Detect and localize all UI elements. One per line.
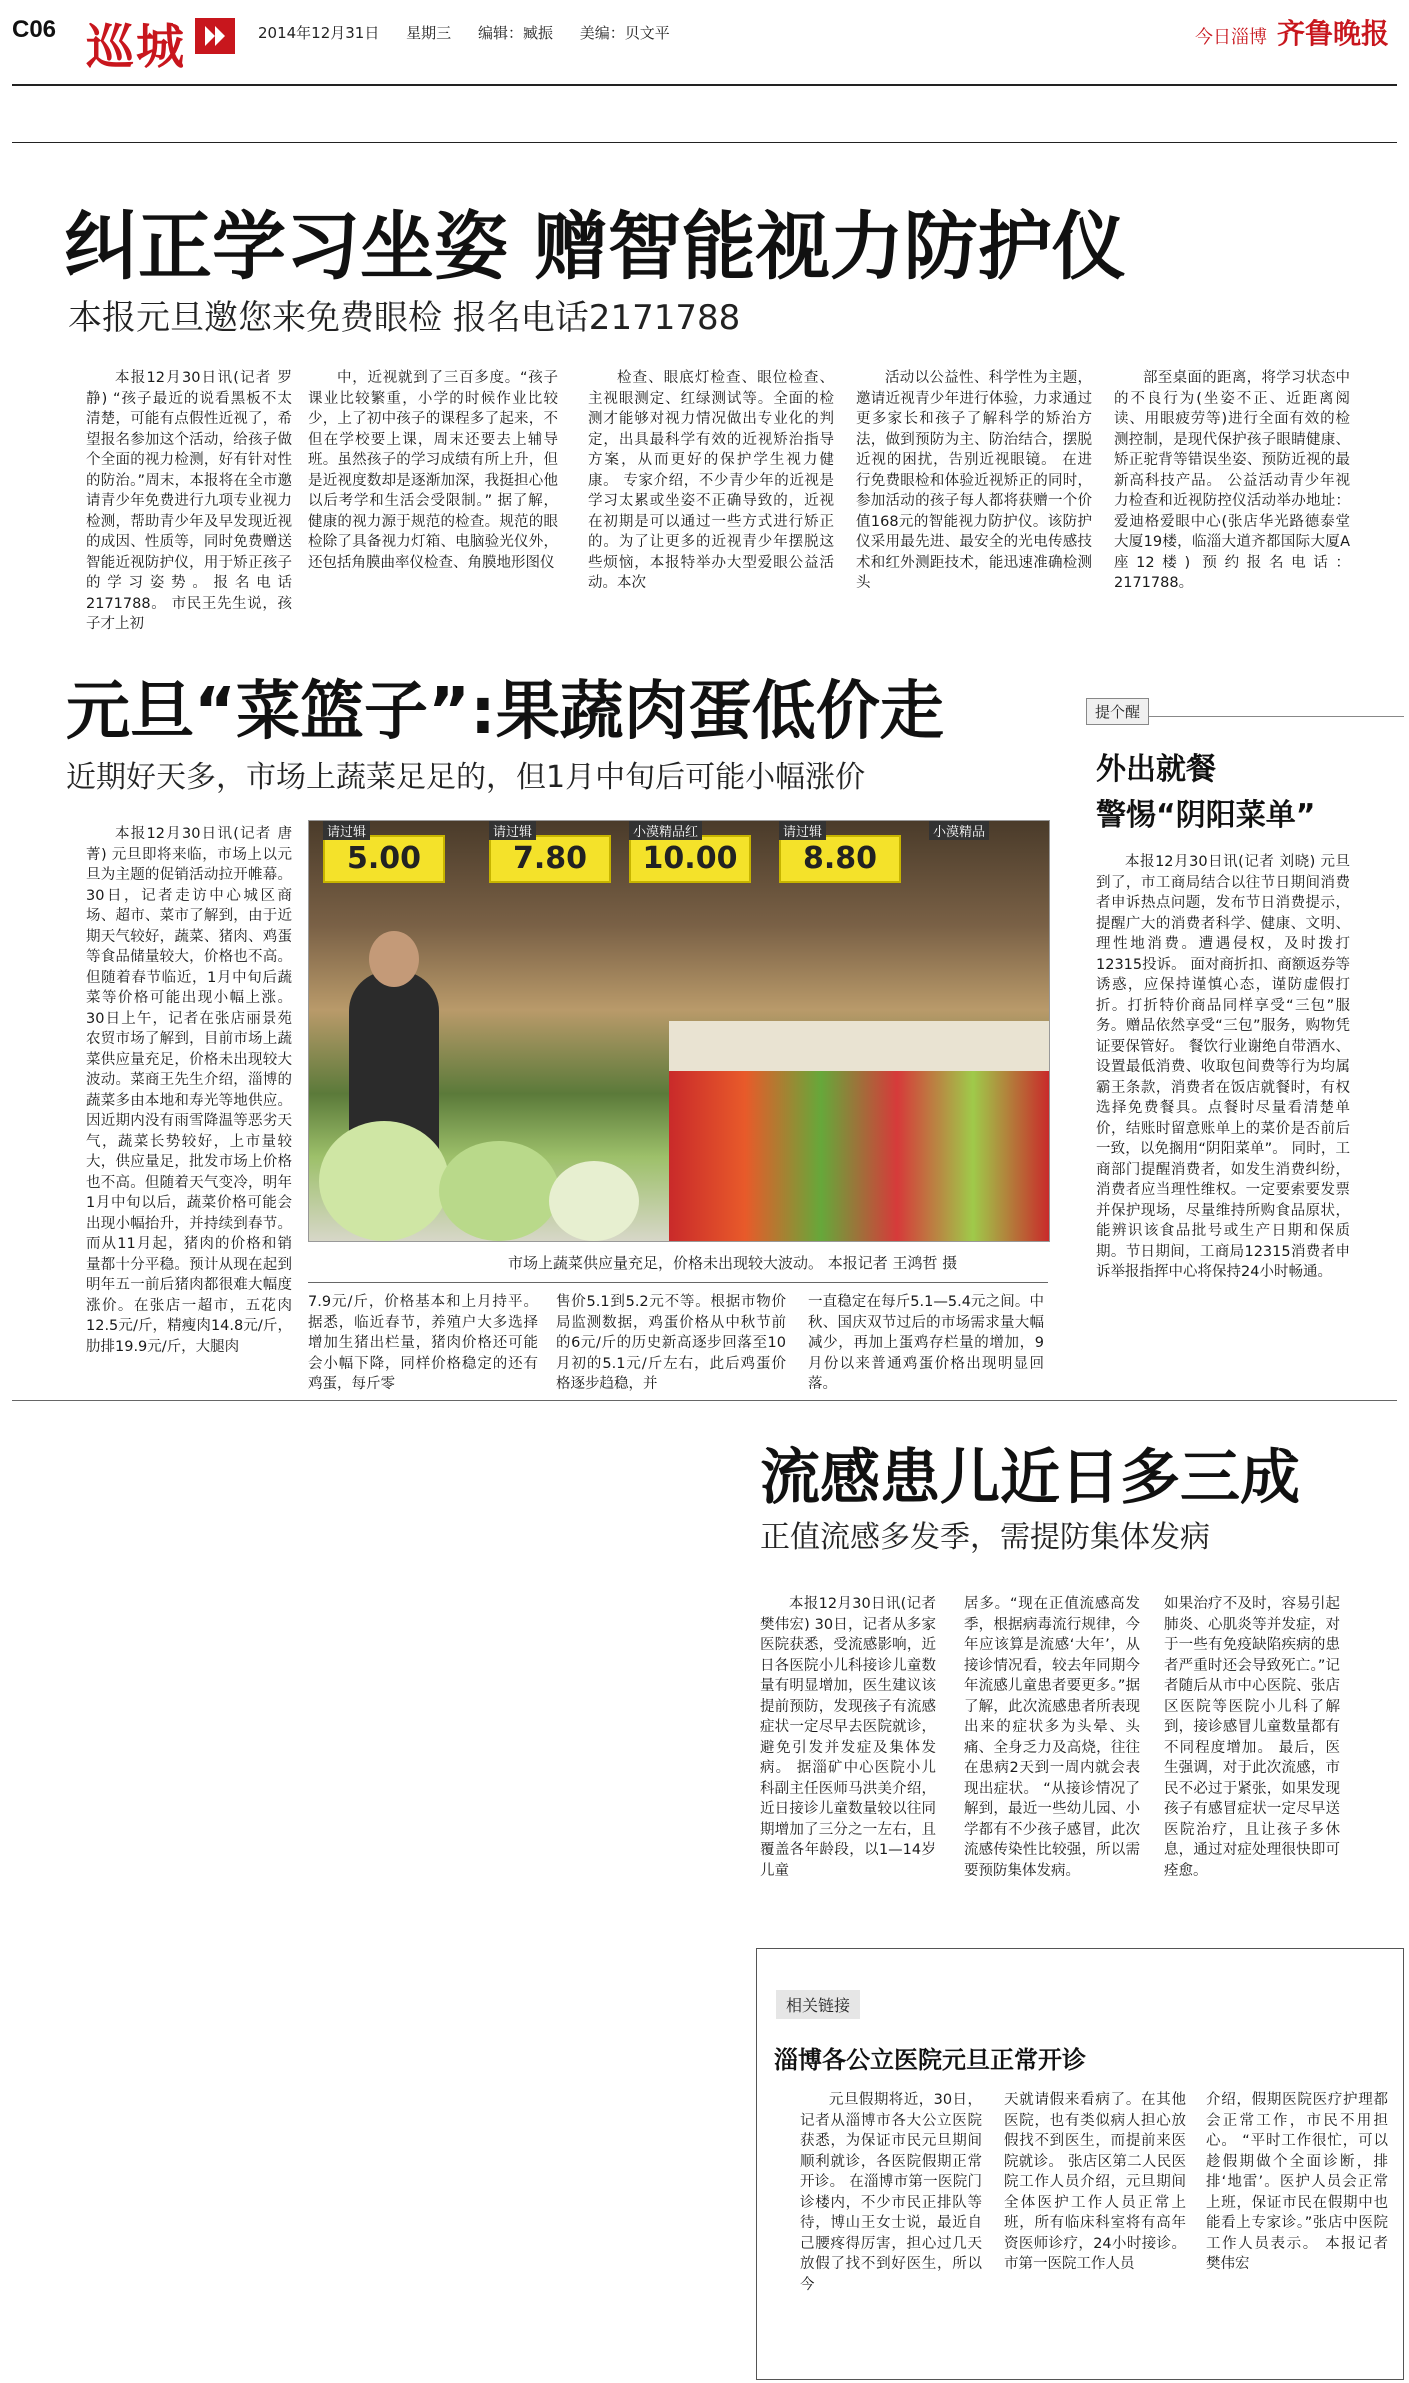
- related-col3-text: 介绍，假期医院医疗护理都会正常工作，市民不用担心。 “平时工作很忙，可以趁假期做个全面诊断，排排‘地雷’。医护人员会正常上班，保证市民在假期中也能看上专家诊。”张店中医院工作人员表示。 本报记者 樊伟宏: [1206, 2092, 1388, 2272]
- price-sign-value: 7.80: [512, 841, 588, 876]
- article1-col5-text: 部至桌面的距离，将学习状态中的不良行为(坐姿不正、近距离阅读、用眼疲劳等)进行全面有效的检测控制，是现代保护孩子眼睛健康、矫正驼背等错误坐姿、预防近视的最新高科技产品。 公益活动青少年视力检查和近视防控仪活动举办地址：爱迪格爱眼中心(张店华光路德泰堂大厦19楼，临淄大道齐都国际大厦A座12楼) 预约报名电话：2171788。: [1114, 370, 1350, 591]
- brand-logo: 齐鲁晚报: [1276, 17, 1389, 50]
- article1-subtitle: 本报元旦邀您来免费眼检 报名电话2171788: [68, 298, 741, 338]
- price-sign-value: 5.00: [346, 841, 422, 876]
- article1-column-2: [308, 368, 558, 586]
- shelf-label: 小漠精品红: [629, 821, 702, 840]
- section-arrow-icon: [195, 18, 235, 54]
- price-sign: [779, 835, 901, 883]
- shelf-label: 请过辑: [779, 821, 826, 840]
- article2-column-1: [86, 824, 292, 1372]
- price-sign: [629, 835, 751, 883]
- page-number: C06: [12, 16, 57, 43]
- article3-title: 流感患儿近日多三成: [760, 1443, 1300, 1513]
- photo-caption: 市场上蔬菜供应量充足，价格未出现较大波动。 本报记者 王鸿哲 摄: [508, 1254, 958, 1272]
- article2-col1-text: 本报12月30日讯(记者 唐菁) 元旦即将来临，市场上以元旦为主题的促销活动拉开帷幕。30日，记者走访中心城区商场、超市、菜市了解到，由于近期天气较好，蔬菜、猪肉、鸡蛋等食品储量较大，价格也不高。但随着春节临近，1月中旬后蔬菜等价格可能出现小幅上涨。 30日上午，记者在张店丽景苑农贸市场了解到，目前市场上蔬菜供应量充足，价格未出现较大波动。菜商王先生介绍，淄博的蔬菜多由本地和寿光等地供应。因近期内没有雨雪降温等恶劣天气，蔬菜长势较好，上市量较大，供应量足，批发市场上价格也不高。但随着天气变冷，明年1月中旬以后，蔬菜价格可能会出现小幅抬升，并持续到春节。 而从11月起，猪肉的价格和销量都十分平稳。预计从现在起到明年五一前后猪肉都很难大幅度涨价。在张店一超市，五花肉12.5元/斤，精瘦肉14.8元/斤，肋排19.9元/斤，大腿肉: [86, 826, 292, 1355]
- paper-brand: [1195, 12, 1389, 52]
- article1-col4-text: 活动以公益性、科学性为主题，邀请近视青少年进行体验，力求通过更多家长和孩子了解科学的矫治方法，做到预防为主、防治结合，摆脱近视的困扰，告别近视眼镜。 在进行免费眼检和体验近视矫正的同时，参加活动的孩子每人都将获赠一个价值168元的智能视力防护仪。该防护仪采用最先进、最安全的光电传感技术和红外测距技术，能迅速准确检测头: [856, 370, 1092, 591]
- header-rule-thin: [12, 142, 1397, 143]
- art-editor-credit: 美编：贝文平: [579, 24, 670, 42]
- related-col1-text: 元旦假期将近，30日，记者从淄博市各大公立医院获悉，为保证市民元旦期间顺利就诊，各医院假期正常开诊。 在淄博市第一医院门诊楼内，不少市民正排队等待，博山王女士说，最近自己腰疼得厉害，担心过几天放假了找不到好医生，所以今: [800, 2092, 982, 2293]
- article2-col2-text: 7.9元/斤，价格基本和上月持平。据悉，临近春节，养殖户大多选择增加生猪出栏量，猪肉价格还可能会小幅下降，同样价格稳定的还有鸡蛋，每斤零: [308, 1294, 538, 1392]
- article2-subtitle: 近期好天多，市场上蔬菜足足的，但1月中旬后可能小幅涨价: [66, 760, 866, 795]
- article2-col4-text: 一直稳定在每斤5.1—5.4元之间。中秋、国庆双节过后的市场需求量大幅减少，再加上蛋鸡存栏量的增加，9月份以来普通鸡蛋价格出现明显回落。: [808, 1294, 1044, 1392]
- cabbage: [319, 1121, 449, 1241]
- cauliflower: [549, 1161, 639, 1241]
- shelf-label: 小漠精品: [929, 821, 989, 840]
- article1-column-5: [1114, 368, 1350, 591]
- produce-display: [669, 1071, 1049, 1241]
- price-sign: [489, 835, 611, 883]
- article1-col2-text: 中，近视就到了三百多度。“孩子课业比较繁重，小学的时候作业比较少，上了初中孩子的课程多了起来，不但在学校要上课，周末还要去上辅导班。虽然孩子的学习成绩有所上升，但是近视度数却是逐渐加深，我挺担心他以后考学和生活会受限制。” 据了解，健康的视力源于规范的检查。规范的眼检除了具备视力灯箱、电脑验光仪外，还包括角膜曲率仪检查、角膜地形图仪: [308, 370, 558, 571]
- article3-column-3: [1164, 1594, 1340, 1914]
- article3-subtitle: 正值流感多发季，需提防集体发病: [760, 1520, 1210, 1555]
- issue-info: [258, 22, 692, 43]
- side-title-line2: 警惕“阴阳菜单”: [1096, 798, 1316, 833]
- related-col2-text: 天就请假来看病了。在其他医院，也有类似病人担心放假找不到医生，而提前来医院就诊。 张店区第二人民医院工作人员介绍，元旦期间全体医护工作人员正常上班，所有临床科室将有高年资医师诊疗，24小时接诊。市第一医院工作人员: [1004, 2092, 1186, 2272]
- article2-title: 元旦“菜篮子”:果蔬肉蛋低价走: [66, 675, 944, 749]
- related-tag: 相关链接: [776, 1990, 860, 2019]
- article3-col3-text: 如果治疗不及时，容易引起肺炎、心肌炎等并发症，对于一些有免疫缺陷疾病的患者严重时还会导致死亡。”记者随后从市中心医院、张店区医院等医院小儿科了解到，接诊感冒儿童数量都有不同程度增加。 最后，医生强调，对于此次流感，市民不必过于紧张，如果发现孩子有感冒症状一定尽早送医院治疗，且让孩子多休息，通过对症处理很快即可痊愈。: [1164, 1596, 1340, 1879]
- article1-col1-text: 本报12月30日讯(记者 罗静) “孩子最近的说看黑板不太清楚，可能有点假性近视了，希望报名参加这个活动，给孩子做个全面的视力检测，好有针对性的防治。”周末，本报将在全市邀请青少年免费进行九项专业视力检测，帮助青少年及早发现近视的成因、性质等，同时免费赠送智能近视防护仪，用于矫正孩子的学习姿势。报名电话2171788。 市民王先生说，孩子才上初: [86, 370, 292, 632]
- side-title-line1: 外出就餐: [1096, 752, 1216, 787]
- article2-col3-text: 售价5.1到5.2元不等。根据市物价局监测数据，鸡蛋价格从中秋节前的6元/斤的历史新高逐步回落至10月初的5.1元/斤左右，此后鸡蛋价格逐步趋稳，并: [556, 1294, 786, 1392]
- article3-col1-text: 本报12月30日讯(记者 樊伟宏) 30日，记者从多家医院获悉，受流感影响，近日各医院小儿科接诊儿童数量有明显增加，医生建议该提前预防，发现孩子有流感症状一定尽早去医院就诊，避免引发并发症及集体发病。 据淄矿中心医院小儿科副主任医师马洪美介绍，近日接诊儿童数量较以往同期增加了三分之一左右，且覆盖各年龄段，以1—14岁儿童: [760, 1596, 936, 1879]
- section-divider: [12, 1400, 1397, 1401]
- header-rule: [12, 84, 1397, 86]
- article3-col2-text: 居多。“现在正值流感高发季，根据病毒流行规律，今年应该算是流感‘大年’，从接诊情况看，较去年同期今年流感儿童患者要更多。”据了解，此次流感患者所表现出来的症状多为头晕、头痛、全身乏力及高烧，往往在患病2天到一周内就会表现出症状。 “从接诊情况了解到，最近一些幼儿园、小学都有不少孩子感冒，此次流感传染性比较强，所以需要预防集体发病。: [964, 1596, 1140, 1879]
- shopper-head: [369, 931, 419, 987]
- price-sign-value: 8.80: [802, 841, 878, 876]
- brand-small: 今日淄博: [1194, 27, 1267, 48]
- article2-column-2: [308, 1292, 538, 1392]
- side-column: [1096, 852, 1350, 1378]
- article3-column-1: [760, 1594, 936, 1914]
- related-column-1: [800, 2090, 982, 2370]
- produce-display-boxes: [669, 1021, 1049, 1071]
- issue-weekday: 星期三: [406, 24, 452, 42]
- caption-rule: [308, 1282, 1048, 1283]
- section-name: 巡城: [86, 19, 187, 75]
- market-photo: [308, 820, 1050, 1242]
- article1-column-1: [86, 368, 292, 632]
- related-title: 淄博各公立医院元旦正常开诊: [774, 2046, 1086, 2074]
- cabbage: [439, 1141, 559, 1241]
- issue-date: 2014年12月31日: [258, 24, 380, 42]
- article3-column-2: [964, 1594, 1140, 1914]
- article1-column-4: [856, 368, 1092, 591]
- related-column-2: [1004, 2090, 1186, 2370]
- price-sign-value: 10.00: [642, 841, 738, 876]
- price-sign: [323, 835, 445, 883]
- editor-credit: 编辑：臧振: [477, 24, 553, 42]
- article2-column-4: [808, 1292, 1044, 1392]
- article1-title: 纠正学习坐姿 赠智能视力防护仪: [64, 204, 1126, 290]
- side-tag: 提个醒: [1086, 698, 1149, 725]
- article2-column-3: [556, 1292, 786, 1392]
- article1-col3-text: 检查、眼底灯检查、眼位检查、主视眼测定、红绿测试等。全面的检测才能够对视力情况做出专业化的判定，出具最科学有效的近视矫治指导方案，从而更好的保护学生视力健康。 专家介绍，不少青少年的近视是学习太累或坐姿不正确导致的，近视在初期是可以通过一些方式进行矫正的。为了让更多的近视青少年摆脱这些烦恼，本报特举办大型爱眼公益活动。本次: [588, 370, 834, 591]
- shelf-label: 请过辑: [489, 821, 536, 840]
- shelf-label: 请过辑: [323, 821, 370, 840]
- related-column-3: [1206, 2090, 1388, 2370]
- article1-column-3: [588, 368, 834, 591]
- side-body-text: 本报12月30日讯(记者 刘晓) 元旦到了，市工商局结合以往节日期间消费者申诉热点问题，发布节日消费提示，提醒广大的消费者科学、健康、文明、理性地消费。遭遇侵权，及时拨打12315投诉。 面对商折扣、商额返券等诱惑，应保持谨慎心态，谨防虚假打折。打折特价商品同样享受“三包”服务。赠品依然享受“三包”服务，购物凭证要保管好。 餐饮行业谢绝自带酒水、设置最低消费、收取包间费等行为均属霸王条款，消费者在饭店就餐时，有权选择免费餐具。点餐时尽量看清楚单价，结账时留意账单上的菜价是否前后一致，以免搁用“阴阳菜单”。 同时，工商部门提醒消费者，如发生消费纠纷，消费者应当理性维权。一定要索要发票并保护现场，尽量维持所购食品原状，能辨识该食品批号或生产日期和保质期。节日期间，工商局12315消费者申诉举报指挥中心将保持24小时畅通。: [1096, 854, 1350, 1280]
